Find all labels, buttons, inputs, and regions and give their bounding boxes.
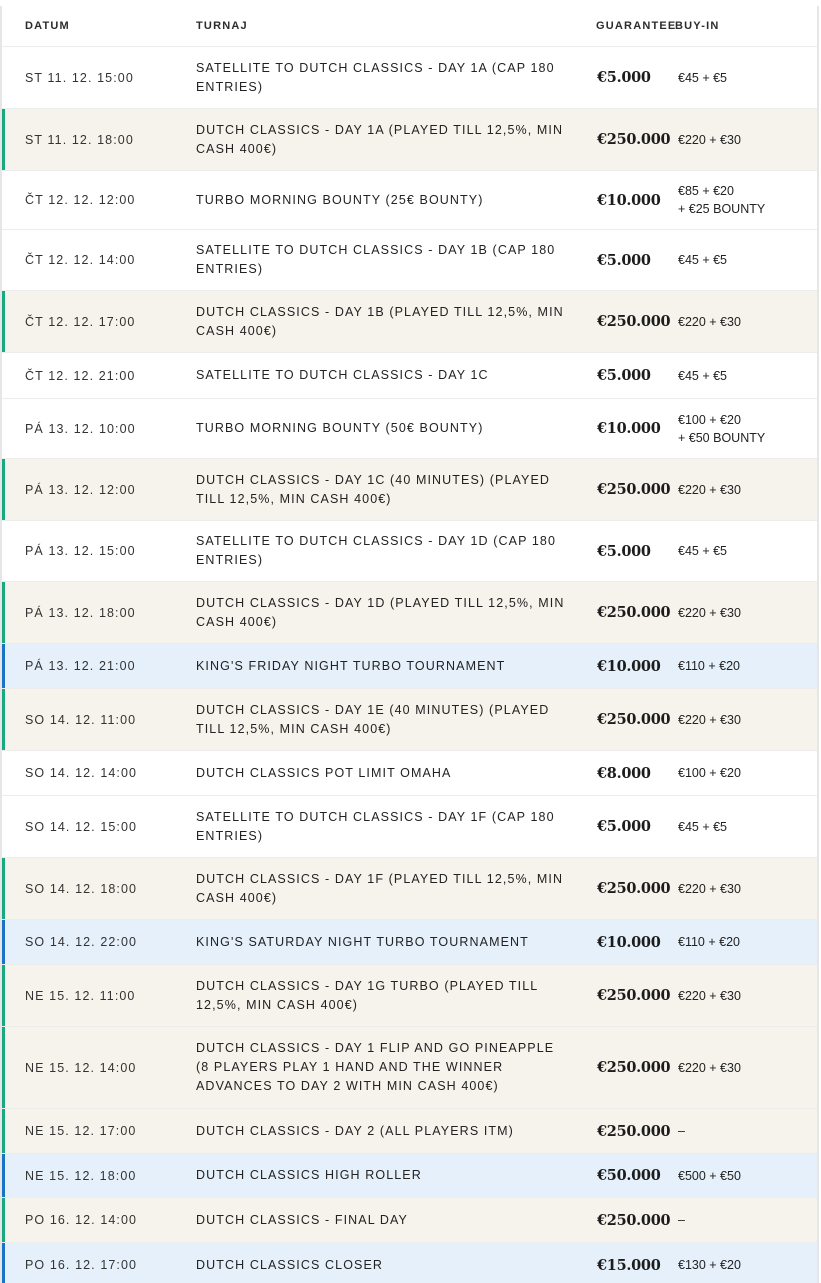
table-row[interactable] [2,47,817,109]
row-accent-bar [2,459,5,520]
row-date: ST 11. 12. 15:00 [25,70,134,85]
row-buyin [661,711,817,729]
row-tournament-name: DUTCH CLASSICS - DAY 1A (PLAYED TILL 12,5%, MIN CASH 400€) [196,122,564,156]
row-buyin-main: €220 + €30 [678,132,741,147]
row-accent-bar [2,1027,5,1108]
row-buyin [661,1122,817,1140]
row-buyin-main: €45 + €5 [678,253,728,267]
row-date: PÁ 13. 12. 18:00 [25,605,136,620]
row-buyin [661,542,817,560]
row-tournament-name: SATELLITE TO DUTCH CLASSICS - DAY 1A (CAP 180 ENTRIES) [196,60,555,94]
row-guarantee: €250.000 [597,987,671,1004]
row-date: PÁ 13. 12. 12:00 [25,482,136,497]
table-row[interactable] [2,399,817,459]
row-date: NE 15. 12. 17:00 [25,1124,137,1138]
row-tournament-name: TURBO MORNING BOUNTY (25€ BOUNTY) [196,192,484,207]
row-guarantee: €250.000 [597,711,671,728]
row-date: SO 14. 12. 14:00 [25,766,138,780]
table-header [2,6,817,47]
row-tournament-name: DUTCH CLASSICS - DAY 1C (40 MINUTES) (PLAYED TILL 12,5%, MIN CASH 400€) [196,472,551,506]
row-guarantee: €5.000 [597,69,651,86]
row-buyin-main: €220 + €30 [678,605,741,620]
row-accent-bar [2,582,5,643]
row-accent-bar [2,353,5,398]
table-row[interactable] [2,582,817,644]
row-date: PO 16. 12. 17:00 [25,1258,138,1272]
row-buyin-main: €110 + €20 [678,659,740,673]
table-row[interactable] [2,1027,817,1109]
row-date: ČT 12. 12. 17:00 [25,314,136,329]
table-row[interactable] [2,171,817,230]
table-row[interactable] [2,689,817,751]
row-tournament-name: TURBO MORNING BOUNTY (50€ BOUNTY) [196,421,484,435]
row-buyin-main: €45 + €5 [678,368,728,383]
row-accent-bar [2,689,5,750]
row-accent-bar [2,109,5,170]
row-buyin-main: – [678,1124,685,1138]
row-buyin-bounty: + €50 BOUNTY [678,430,766,445]
table-row[interactable] [2,965,817,1027]
table-row[interactable] [2,1198,817,1243]
row-accent-bar [2,858,5,919]
row-accent-bar [2,230,5,290]
row-accent-bar [2,47,5,108]
row-accent-bar [2,644,5,688]
row-accent-bar [2,751,5,795]
row-buyin-main: €100 + €20 [678,766,741,780]
row-buyin [661,131,817,149]
row-tournament-name: DUTCH CLASSICS CLOSER [196,1257,384,1272]
row-accent-bar [2,1109,5,1153]
row-accent-bar [2,1154,5,1197]
row-date: ST 11. 12. 18:00 [25,132,134,147]
row-buyin [661,313,817,331]
table-row[interactable] [2,521,817,582]
row-buyin-main: €45 + €5 [678,819,728,834]
row-date: SO 14. 12. 22:00 [25,935,138,949]
row-buyin-main: €220 + €30 [678,314,741,329]
row-buyin-main: €220 + €30 [678,712,741,727]
table-row[interactable] [2,353,817,399]
row-guarantee: €5.000 [597,542,651,560]
row-date: PO 16. 12. 14:00 [25,1213,138,1227]
row-buyin [661,69,817,87]
row-accent-bar [2,1243,5,1283]
row-guarantee: €250.000 [597,1122,671,1140]
row-buyin-main: €500 + €50 [678,1168,741,1183]
row-date: ČT 12. 12. 12:00 [25,193,136,207]
row-guarantee: €10.000 [597,657,661,675]
row-tournament-name: DUTCH CLASSICS - DAY 1B (PLAYED TILL 12,5%, MIN CASH 400€) [196,304,564,338]
row-buyin-main: €110 + €20 [678,935,740,949]
row-buyin [661,1256,817,1274]
row-buyin-main: €220 + €30 [678,988,741,1003]
row-tournament-name: SATELLITE TO DUTCH CLASSICS - DAY 1F (CAP 180 ENTRIES) [196,809,555,843]
row-buyin-main: €100 + €20 [678,412,741,427]
row-date: PÁ 13. 12. 15:00 [25,544,136,558]
header-tournament: TURNAJ [196,20,248,32]
row-tournament-name: SATELLITE TO DUTCH CLASSICS - DAY 1B (CAP 180 ENTRIES) [196,243,556,276]
row-buyin [661,1167,817,1185]
row-tournament-name: DUTCH CLASSICS - DAY 1 FLIP AND GO PINEAPPLE (8 PLAYERS PLAY 1 HAND AND THE WINNER ADVANCES TO DAY 2 WITH MIN CASH 400€) [196,1041,555,1093]
row-date: SO 14. 12. 15:00 [25,819,138,834]
row-tournament-name: DUTCH CLASSICS HIGH ROLLER [196,1168,422,1182]
row-accent-bar [2,521,5,581]
row-buyin [661,1059,817,1077]
row-accent-bar [2,291,5,352]
row-accent-bar [2,1198,5,1242]
row-guarantee: €15.000 [597,1256,661,1274]
row-guarantee: €250.000 [597,481,671,498]
row-guarantee: €250.000 [597,880,671,897]
row-buyin [661,1211,817,1229]
table-row[interactable] [2,858,817,920]
row-buyin [661,411,817,447]
row-accent-bar [2,965,5,1026]
row-date: NE 15. 12. 14:00 [25,1060,137,1075]
table-row[interactable] [2,291,817,353]
row-date: SO 14. 12. 11:00 [25,712,137,727]
row-buyin [661,880,817,898]
row-date: SO 14. 12. 18:00 [25,881,138,896]
row-date: ČT 12. 12. 21:00 [25,368,136,383]
table-row[interactable] [2,1109,817,1154]
table-row[interactable] [2,796,817,858]
row-accent-bar [2,171,5,229]
row-buyin [661,604,817,622]
row-buyin [661,818,817,836]
row-date: NE 15. 12. 11:00 [25,988,136,1003]
row-date: PÁ 13. 12. 21:00 [25,659,136,673]
row-tournament-name: DUTCH CLASSICS - DAY 1G TURBO (PLAYED TILL 12,5%, MIN CASH 400€) [196,978,538,1012]
row-buyin [661,182,817,218]
row-guarantee: €250.000 [597,1211,671,1229]
row-date: ČT 12. 12. 14:00 [25,253,136,267]
row-guarantee: €250.000 [597,313,671,330]
row-tournament-name: SATELLITE TO DUTCH CLASSICS - DAY 1C [196,368,489,382]
row-tournament-name: SATELLITE TO DUTCH CLASSICS - DAY 1D (CAP 180 ENTRIES) [196,534,557,567]
table-row[interactable] [2,751,817,796]
row-guarantee: €10.000 [597,933,661,951]
row-buyin-main: €220 + €30 [678,482,741,497]
row-guarantee: €50.000 [597,1167,661,1184]
table-row[interactable] [2,1154,817,1198]
row-date: NE 15. 12. 18:00 [25,1168,137,1183]
header-guarantee: GUARANTEE [596,20,677,32]
row-buyin [661,367,817,385]
row-accent-bar [2,796,5,857]
row-buyin-main: €130 + €20 [678,1258,741,1272]
row-tournament-name: DUTCH CLASSICS - DAY 1D (PLAYED TILL 12,5%, MIN CASH 400€) [196,595,565,629]
row-buyin-main: €45 + €5 [678,70,728,85]
table-row[interactable] [2,644,817,689]
row-buyin-main: €220 + €30 [678,1060,741,1075]
row-tournament-name: DUTCH CLASSICS - FINAL DAY [196,1212,408,1227]
table-row[interactable] [2,459,817,521]
row-guarantee: €250.000 [597,131,671,148]
table-row[interactable] [2,109,817,171]
row-buyin [661,481,817,499]
row-date: PÁ 13. 12. 10:00 [25,421,136,436]
row-buyin [661,657,817,675]
row-accent-bar [2,920,5,964]
row-buyin-bounty: + €25 BOUNTY [678,202,766,216]
row-tournament-name: DUTCH CLASSICS - DAY 2 (ALL PLAYERS ITM) [196,1123,514,1138]
row-buyin [661,933,817,951]
row-buyin [661,987,817,1005]
row-buyin-main: €85 + €20 [678,184,734,198]
row-buyin-main: €45 + €5 [678,544,728,558]
row-guarantee: €250.000 [597,604,671,621]
table-row[interactable] [2,920,817,965]
row-guarantee: €5.000 [597,818,651,835]
table-row[interactable] [2,230,817,291]
row-guarantee: €8.000 [597,764,651,782]
row-buyin [661,251,817,269]
row-guarantee: €5.000 [597,251,651,269]
header-buyin: BUY-IN [675,20,720,32]
row-buyin-main: – [678,1213,685,1227]
row-guarantee: €5.000 [597,367,651,384]
row-tournament-name: DUTCH CLASSICS - DAY 1E (40 MINUTES) (PLAYED TILL 12,5%, MIN CASH 400€) [196,702,550,736]
header-date: DATUM [25,20,70,32]
row-accent-bar [2,399,5,458]
schedule-table [0,6,819,1283]
row-guarantee: €10.000 [597,420,661,437]
row-guarantee: €250.000 [597,1059,671,1076]
row-buyin [661,764,817,782]
row-guarantee: €10.000 [597,191,661,209]
table-body [2,47,817,1283]
table-row[interactable] [2,1243,817,1283]
row-tournament-name: KING'S FRIDAY NIGHT TURBO TOURNAMENT [196,658,506,673]
row-tournament-name: KING'S SATURDAY NIGHT TURBO TOURNAMENT [196,934,529,949]
row-tournament-name: DUTCH CLASSICS POT LIMIT OMAHA [196,765,452,780]
row-buyin-main: €220 + €30 [678,881,741,896]
row-tournament-name: DUTCH CLASSICS - DAY 1F (PLAYED TILL 12,5%, MIN CASH 400€) [196,871,564,905]
